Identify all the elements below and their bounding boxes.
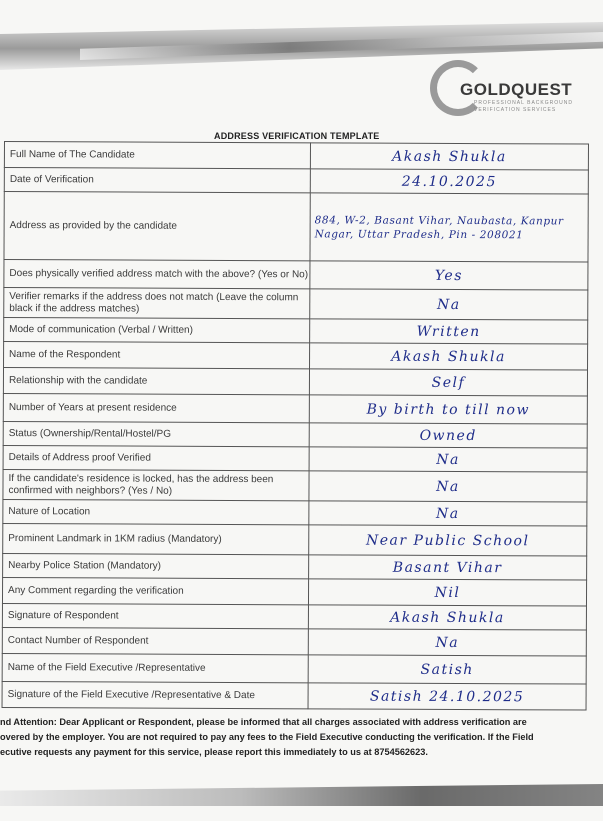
form-row — [4, 142, 588, 171]
field-value: 884, W-2, Basant Vihar, Naubasta, Kanpur Nagar, Uttar Pradesh, Pin - 208021 — [310, 193, 588, 262]
field-label: Prominent Landmark in 1KM radius (Mandatory) — [3, 523, 309, 554]
document-title: ADDRESS VERIFICATION TEMPLATE — [214, 131, 380, 141]
form-row — [2, 653, 586, 684]
form-row — [2, 627, 586, 656]
form-row — [2, 681, 586, 710]
field-label: Name of the Field Executive /Representative — [2, 653, 308, 682]
footer-banner — [0, 784, 603, 806]
form-row — [4, 260, 588, 291]
field-value: Nil — [308, 579, 586, 606]
field-label: Contact Number of Respondent — [2, 627, 308, 654]
verification-form-table — [2, 141, 589, 711]
field-value: Akash Shukla — [310, 343, 588, 370]
form-row — [3, 393, 587, 424]
field-label: Address as provided by the candidate — [4, 192, 310, 261]
field-value: By birth to till now — [309, 395, 587, 424]
field-label: Verifier remarks if the address does not match (Leave the column black if the address matches) — [4, 288, 310, 319]
field-label: Details of Address proof Verified — [3, 445, 309, 470]
form-row — [3, 499, 587, 526]
field-label: Does physically verified address match with the above? (Yes or No) — [4, 260, 310, 289]
logo-brand-name: GOLDQUEST — [460, 80, 573, 99]
field-label: Name of the Respondent — [4, 342, 310, 369]
notice-line-3: ecutive requests any payment for this service, please report this immediately to us at 8754562623. — [0, 747, 428, 757]
field-value: Basant Vihar — [309, 555, 587, 580]
field-value: Self — [309, 369, 587, 396]
field-label: Relationship with the candidate — [3, 368, 309, 395]
form-row — [3, 553, 587, 580]
field-value: Na — [309, 447, 587, 472]
logo-tagline — [474, 100, 573, 114]
field-value: 24.10.2025 — [310, 169, 588, 194]
field-label: Any Comment regarding the verification — [2, 577, 308, 604]
field-value: Na — [310, 289, 588, 320]
form-row — [2, 603, 586, 630]
field-value: Satish 24.10.2025 — [308, 683, 586, 710]
form-row — [3, 523, 587, 556]
form-row — [4, 288, 588, 321]
form-row — [4, 192, 588, 263]
notice-line-1: nd Attention: Dear Applicant or Respondent, please be informed that all charges associated with address verification are — [0, 717, 527, 727]
logo-tagline-2: VERIFICATION SERVICES — [474, 107, 557, 113]
field-value: Na — [309, 471, 587, 502]
field-label: Date of Verification — [4, 168, 310, 193]
field-value: Na — [309, 501, 587, 526]
field-value: Na — [308, 629, 586, 656]
form-row — [4, 318, 588, 345]
field-label: Mode of communication (Verbal / Written) — [4, 318, 310, 343]
logo-tagline-1: PROFESSIONAL BACKGROUND — [474, 100, 573, 106]
field-value: Akash Shukla — [310, 143, 588, 170]
field-label: Signature of the Field Executive /Representative & Date — [2, 681, 308, 708]
field-label: Full Name of The Candidate — [4, 142, 310, 169]
field-label: Status (Ownership/Rental/Hostel/PG — [3, 421, 309, 446]
form-row — [3, 445, 587, 472]
form-row — [3, 368, 587, 397]
field-label: If the candidate's residence is locked, has the address been confirmed with neighbors? (Yes / No) — [3, 469, 309, 500]
field-label: Signature of Respondent — [2, 603, 308, 628]
field-label: Nearby Police Station (Mandatory) — [3, 553, 309, 578]
attention-notice — [0, 715, 600, 760]
form-row — [4, 168, 588, 195]
field-value: Written — [310, 319, 588, 344]
field-value: Akash Shukla — [308, 605, 586, 630]
field-value: Owned — [309, 423, 587, 448]
form-row — [3, 469, 587, 502]
field-label: Nature of Location — [3, 499, 309, 524]
notice-line-2: overed by the employer. You are not required to pay any fees to the Field Executive conducting the verification. If the Field — [0, 732, 534, 742]
field-label: Number of Years at present residence — [3, 393, 309, 422]
field-value: Satish — [308, 655, 586, 684]
form-row — [4, 342, 588, 371]
field-value: Yes — [310, 261, 588, 290]
goldquest-logo — [430, 60, 580, 120]
form-row — [3, 421, 587, 448]
field-value: Near Public School — [309, 525, 587, 556]
form-row — [2, 577, 586, 606]
